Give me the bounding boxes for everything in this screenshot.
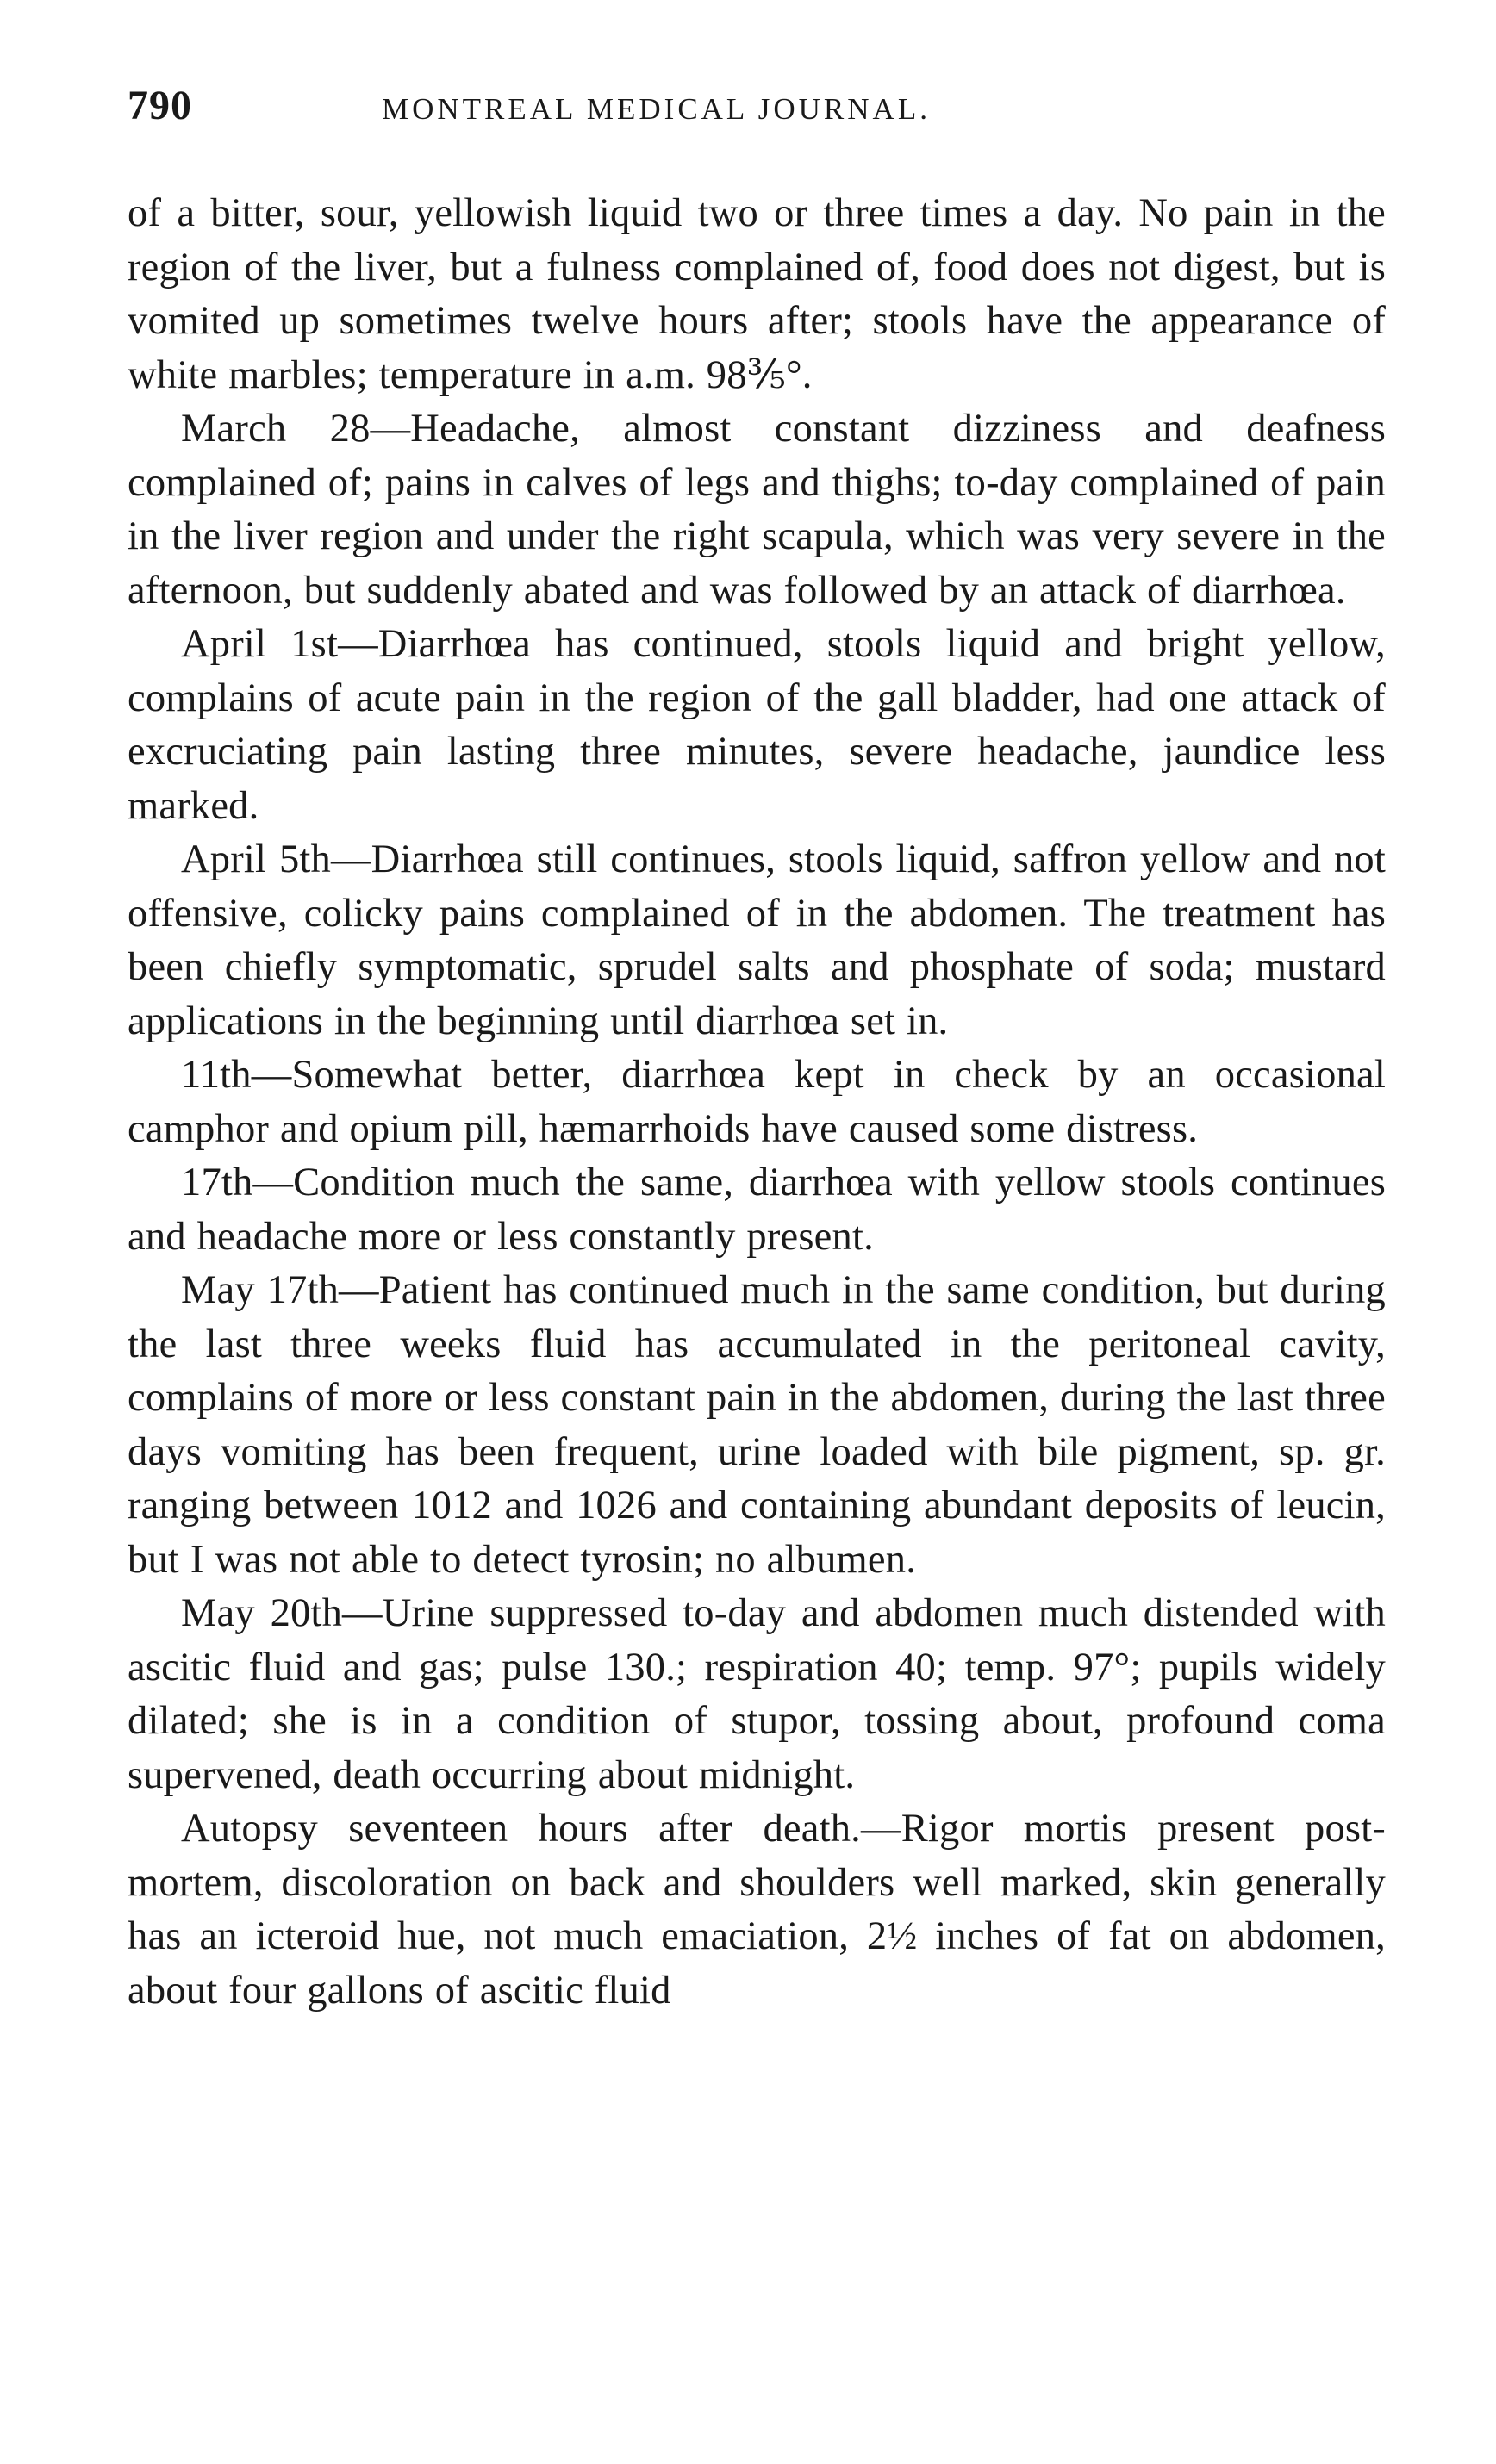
paragraph-continuation: of a bitter, sour, yellowish liquid two or three times a day. No pain in the region of the liver, but a fulness complained of, food does not digest, but is vomited up sometimes twelve hours after; stools have the appearance of white marbles; temperature in a.m. 98⅗°.: [128, 191, 1386, 397]
paragraph-may-20: May 20th—Urine suppressed to-day and abdomen much distended with ascitic fluid and gas; pulse 130.; respiration 40; temp. 97°; pupils widely dilated; she is in a condition of stupor, tossing about, profound coma supervened, death occurring about midnight.: [128, 1591, 1386, 1797]
paragraph-autopsy: Autopsy seventeen hours after death.—Rigor mortis present post-mortem, discoloration on back and shoulders well marked, skin generally has an icteroid hue, not much emaciation, 2½ inches of fat on abdomen, about four gallons of ascitic fluid: [128, 1807, 1386, 2013]
running-head: [128, 82, 1386, 151]
body-text: [128, 187, 1386, 2018]
paragraph-april-1: April 1st—Diarrhœa has continued, stools liquid and bright yellow, complains of acute pain in the region of the gall bladder, had one attack of excruciating pain lasting three minutes, severe headache, jaundice less marked.: [128, 622, 1386, 828]
journal-page: [128, 82, 1386, 2018]
paragraph-april-5: April 5th—Diarrhœa still continues, stools liquid, saffron yellow and not offensive, colicky pains complained of in the abdomen. The treatment has been chiefly symptomatic, sprudel salts and phosphate of soda; mustard applications in the beginning until diarrhœa set in.: [128, 837, 1386, 1043]
journal-title: MONTREAL MEDICAL JOURNAL.: [382, 92, 931, 126]
paragraph-may-17: May 17th—Patient has continued much in the same condition, but during the last three weeks fluid has accumulated in the peritoneal cavity, complains of more or less constant pain in the abdomen, during the last three days vomiting has been frequent, urine loaded with bile pigment, sp. gr. ranging between 1012 and 1026 and containing abundant deposits of leucin, but I was not able to detect tyrosin; no albumen.: [128, 1268, 1386, 1582]
paragraph-11th: 11th—Somewhat better, diarrhœa kept in check by an occasional camphor and opium pill, hæmarrhoids have caused some distress.: [128, 1053, 1386, 1151]
paragraph-17th: 17th—Condition much the same, diarrhœa with yellow stools continues and headache more or less constantly present.: [128, 1160, 1386, 1259]
paragraph-march-28: March 28—Headache, almost constant dizziness and deafness complained of; pains in calves of legs and thighs; to-day complained of pain in the liver region and under the right scapula, which was very severe in the afternoon, but suddenly abated and was followed by an attack of diarrhœa.: [128, 407, 1386, 613]
page-number: 790: [128, 83, 192, 128]
